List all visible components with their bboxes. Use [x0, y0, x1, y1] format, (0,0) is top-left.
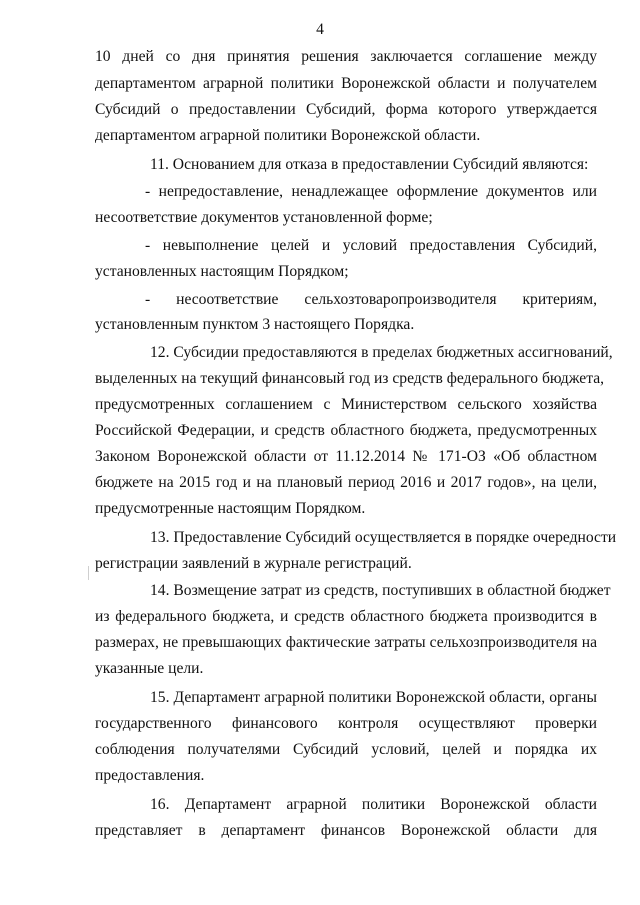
page-number: 4 [316, 21, 324, 38]
text-line: регистрации заявлений в журнале регистраций. [95, 555, 412, 572]
scan-mark [88, 566, 89, 580]
text-line: несоответствие документов установленной форме; [95, 209, 433, 226]
text-line: государственного финансового контроля осуществляют проверки [95, 715, 597, 732]
text-line: предусмотренные настоящим Порядком. [95, 500, 366, 517]
text-line: бюджете на 2015 год и на плановый период 2016 и 2017 годов», на цели, [95, 474, 597, 491]
text-line: департаментом аграрной политики Воронежской области и получателем [95, 75, 597, 92]
text-line: из федерального бюджета, и средств областного бюджета производится в [95, 608, 597, 625]
text-line: Субсидий о предоставлении Субсидий, форма которого утверждается [95, 101, 597, 118]
text-line: размерах, не превышающих фактические затраты сельхозпроизводителя на [95, 634, 597, 651]
text-line: департаментом аграрной политики Воронежской области. [95, 127, 481, 144]
text-line: 11. Основанием для отказа в предоставлении Субсидий являются: [150, 156, 589, 173]
text-line: 12. Субсидии предоставляются в пределах бюджетных ассигнований, [150, 344, 613, 361]
text-line: указанные цели. [95, 660, 204, 677]
text-line: - невыполнение целей и условий предоставления Субсидий, [145, 237, 597, 254]
text-line: предусмотренных соглашением с Министерством сельского хозяйства [95, 396, 597, 413]
text-line: 13. Предоставление Субсидий осуществляется в порядке очередности [150, 529, 617, 546]
text-line: представляет в департамент финансов Воронежской области для [95, 822, 597, 839]
text-line: предоставления. [95, 767, 205, 784]
text-line: 14. Возмещение затрат из средств, поступивших в областной бюджет [150, 582, 611, 599]
text-line: - непредоставление, ненадлежащее оформление документов или [145, 183, 597, 200]
text-line: - несоответствие сельхозтоваропроизводителя критериям, [145, 291, 597, 308]
text-line: выделенных на текущий финансовый год из средств федерального бюджета, [95, 370, 605, 387]
text-line: установленных настоящим Порядком; [95, 263, 349, 280]
text-line: 10 дней со дня принятия решения заключается соглашение между [95, 48, 597, 65]
text-line: установленным пунктом 3 настоящего Порядка. [95, 316, 415, 333]
text-line: соблюдения получателями Субсидий условий, целей и порядка их [95, 741, 597, 758]
text-line: Российской Федерации, и средств областного бюджета, предусмотренных [95, 422, 597, 439]
text-line: Законом Воронежской области от 11.12.2014 № 171-ОЗ «Об областном [95, 448, 597, 465]
text-line: 15. Департамент аграрной политики Воронежской области, органы [150, 689, 597, 706]
text-line: 16. Департамент аграрной политики Воронежской области [150, 796, 597, 813]
